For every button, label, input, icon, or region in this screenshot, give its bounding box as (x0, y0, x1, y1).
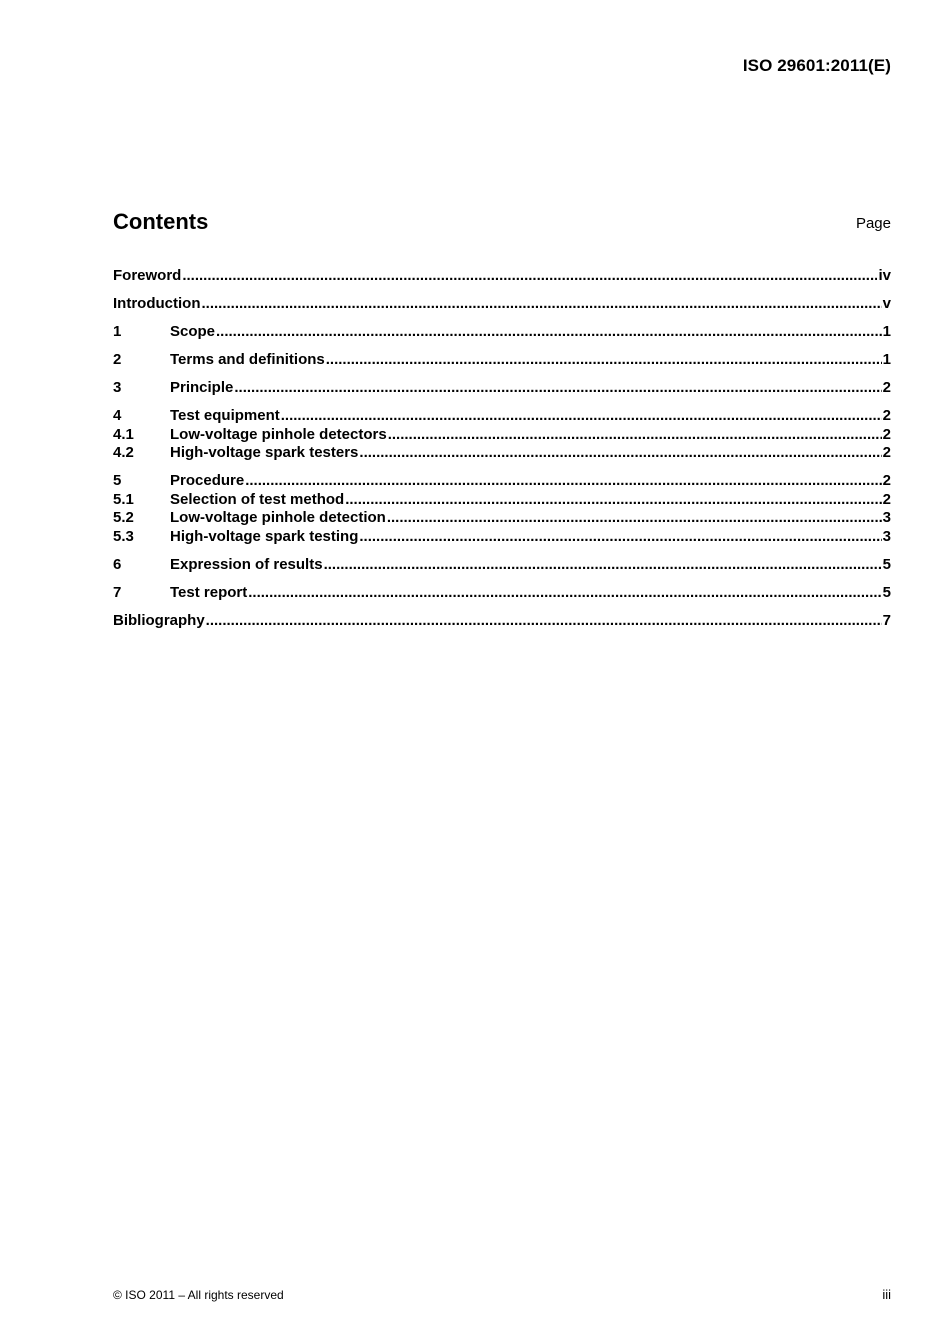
table-of-contents (113, 267, 891, 630)
toc-entry[interactable] (113, 556, 891, 575)
toc-entry-title: Expression of results (170, 555, 323, 573)
toc-entry-page: 2 (882, 379, 891, 396)
toc-dot-leader (201, 295, 881, 314)
toc-entry-page: 1 (882, 323, 891, 340)
toc-dot-leader (359, 444, 881, 463)
toc-entry-title: Scope (170, 323, 216, 340)
toc-dot-leader (324, 556, 882, 575)
toc-entry-page: 3 (882, 527, 891, 545)
toc-entry-number: 4.2 (113, 444, 134, 461)
toc-entry[interactable] (113, 472, 891, 491)
toc-entry-page: 2 (882, 444, 891, 461)
toc-dot-leader (345, 491, 881, 510)
footer-page-number: iii (882, 1287, 891, 1302)
contents-heading: Contents (113, 209, 209, 234)
toc-entry[interactable] (113, 612, 891, 631)
toc-dot-leader (216, 323, 882, 342)
toc-entry[interactable] (113, 584, 891, 603)
toc-entry[interactable] (113, 528, 891, 547)
toc-entry-page: 3 (882, 509, 891, 526)
toc-entry[interactable] (113, 491, 891, 510)
toc-dot-leader (248, 584, 881, 603)
toc-entry[interactable] (113, 323, 891, 342)
toc-entry-title: High-voltage spark testing (170, 527, 359, 545)
page-column-label: Page (855, 215, 891, 232)
toc-dot-leader (245, 472, 881, 491)
toc-entry-page: 2 (882, 472, 891, 489)
toc-entry-page: 2 (882, 425, 891, 443)
toc-entry-number: 4 (113, 407, 122, 424)
toc-entry-number: 7 (113, 583, 122, 601)
toc-entry-title: High-voltage spark testers (170, 444, 359, 461)
toc-entry[interactable] (113, 267, 891, 286)
toc-entry-page: 2 (882, 490, 891, 508)
toc-entry[interactable] (113, 444, 891, 463)
toc-entry-number: 4.1 (113, 425, 134, 443)
toc-entry-page: 1 (882, 351, 891, 368)
toc-entry-page: 2 (882, 407, 891, 424)
toc-entry[interactable] (113, 426, 891, 445)
toc-entry-page: iv (878, 267, 891, 284)
toc-entry-title: Selection of test method (170, 490, 345, 508)
toc-entry-title: Principle (170, 379, 234, 396)
toc-entry-title: Procedure (170, 472, 245, 489)
toc-entry-title: Test equipment (170, 407, 280, 424)
toc-entry-title: Terms and definitions (170, 351, 325, 368)
document-id: ISO 29601:2011(E) (742, 56, 891, 75)
toc-entry-number: 1 (113, 323, 122, 340)
toc-entry-number: 3 (113, 379, 122, 396)
toc-entry[interactable] (113, 407, 891, 426)
toc-entry-number: 5.2 (113, 509, 134, 526)
toc-dot-leader (234, 379, 881, 398)
toc-entry-page: 7 (882, 611, 891, 629)
toc-entry-number: 5 (113, 472, 122, 489)
toc-entry-number: 6 (113, 555, 122, 573)
toc-entry-title: Bibliography (113, 611, 205, 629)
toc-entry-page: v (882, 295, 891, 312)
toc-entry-number: 5.3 (113, 527, 134, 545)
toc-entry-title: Test report (170, 583, 248, 601)
toc-dot-leader (206, 612, 882, 631)
toc-entry-title: Foreword (113, 267, 182, 284)
toc-entry[interactable] (113, 379, 891, 398)
toc-dot-leader (359, 528, 881, 547)
toc-entry[interactable] (113, 295, 891, 314)
toc-entry-number: 5.1 (113, 490, 134, 508)
toc-entry-title: Low-voltage pinhole detection (170, 509, 386, 526)
toc-entry-page: 5 (882, 555, 891, 573)
toc-entry[interactable] (113, 351, 891, 370)
toc-entry-title: Low-voltage pinhole detectors (170, 425, 387, 443)
toc-dot-leader (281, 407, 882, 426)
toc-entry-title: Introduction (113, 295, 201, 312)
footer-copyright: © ISO 2011 – All rights reserved (113, 1288, 284, 1302)
toc-dot-leader (388, 426, 882, 445)
toc-entry[interactable] (113, 509, 891, 528)
toc-dot-leader (326, 351, 882, 370)
toc-dot-leader (387, 509, 882, 528)
toc-entry-number: 2 (113, 351, 122, 368)
toc-dot-leader (182, 267, 877, 286)
toc-entry-page: 5 (882, 583, 891, 601)
